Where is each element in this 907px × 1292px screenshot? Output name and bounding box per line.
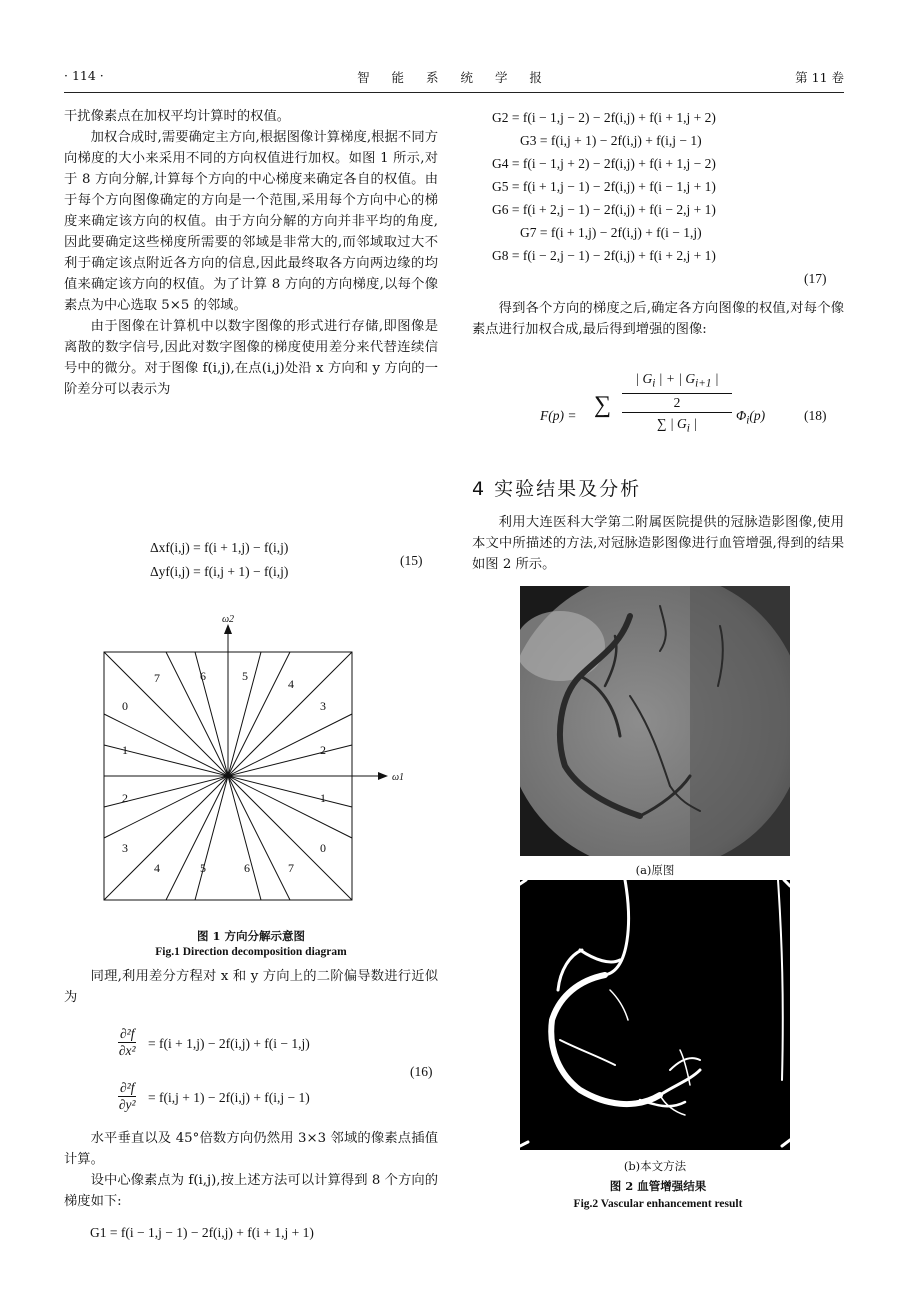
sector-label: 2 (122, 791, 128, 805)
equation-16a: = f(i + 1,j) − 2f(i,j) + f(i − 1,j) (148, 1036, 310, 1051)
paragraph: 设中心像素点为 f(i,j),按上述方法可以计算得到 8 个方向的梯度如下: (64, 1173, 438, 1209)
paragraph: 由于图像在计算机中以数字图像的形式进行存储,即图像是离散的数字信号,因此对数字图像的梯度使用差分来代替连续信号中的微分。对于图像 f(i,j),在点(i,j)处沿 x 方向和 y 方向的一阶差分可以表示为 (64, 319, 438, 397)
sector-label: 1 (320, 791, 326, 805)
d2f-dy2-fraction: ∂²f ∂y² (118, 1080, 136, 1112)
equation-g1: G1 = f(i − 1,j − 1) − 2f(i,j) + f(i + 1,j + 1) (90, 1225, 314, 1240)
paragraph: 加权合成时,需要确定主方向,根据图像计算梯度,根据不同方向梯度的大小来采用不同的方向权值进行加权。如图 1 所示,对于 8 方向分解,计算每个方向的中心梯度来确定各自的权值。由于每个方向图像确定的方向是一个范围,采用每个方向中心的梯度来确定该方向的权值。由于方向分解的方向并非平均的角度,因此要确定这些梯度所需要的邻域是非常大的,而邻域取过大不利于确定该点附近各方向的信息,因此最终取各方向两边缘的均值来确定该方向的权值。为了计算 8 方向的方向梯度,以每个像素点为中心选取 5×5 的邻域。 (64, 130, 438, 313)
sector-label: 6 (244, 861, 250, 875)
angiogram-original-image (520, 586, 790, 856)
figure-2-caption-en: Fig.2 Vascular enhancement result (573, 1198, 743, 1210)
sector-label: 1 (122, 743, 128, 757)
paragraph: 水平垂直以及 45°倍数方向仍然用 3×3 邻域的像素点插值计算。 (64, 1131, 438, 1167)
paragraph: 干扰像素点在加权平均计算时的权值。 (64, 109, 291, 124)
equation-g8: G8 = f(i − 2,j − 1) − 2f(i,j) + f(i + 2,j + 1) (492, 248, 716, 263)
sector-label: 4 (288, 677, 294, 691)
equation-g4: G4 = f(i − 1,j + 2) − 2f(i,j) + f(i + 1,j − 2) (492, 156, 716, 171)
sector-label: 2 (320, 743, 326, 757)
equation-g5: G5 = f(i + 1,j − 1) − 2f(i,j) + f(i − 1,j + 1) (492, 179, 716, 194)
equation-18-lhs: F(p) = (540, 408, 577, 423)
volume-label: 第 11 卷 (795, 70, 844, 85)
direction-decomposition-diagram (80, 612, 420, 912)
paragraph: 得到各个方向的梯度之后,确定各方向图像的权值,对每个像素点进行加权合成,最后得到增强的图像: (472, 301, 844, 337)
equation-18-fraction: | $G_i$ | + | $G_{i+1}$ | 2 ∑ | $G_i$ | (622, 370, 732, 439)
sector-label: 3 (320, 699, 326, 713)
equation-18-phi: $\Phi_i(p)$ (736, 408, 766, 427)
sector-label: 6 (200, 669, 206, 683)
page-header (64, 68, 844, 90)
equation-15b: Δyf(i,j) = f(i,j + 1) − f(i,j) (150, 564, 289, 579)
equation-g3: G3 = f(i,j + 1) − 2f(i,j) + f(i,j − 1) (520, 133, 702, 148)
equation-number: (16) (410, 1064, 433, 1079)
left-column-bottom (64, 1128, 438, 1212)
equation-number: (18) (804, 408, 827, 423)
figure-2b-caption: (b)本文方法 (623, 1159, 687, 1173)
header-rule (64, 92, 844, 93)
sector-label: 0 (320, 841, 326, 855)
sector-label: 7 (154, 671, 160, 685)
equation-number: (15) (400, 553, 423, 568)
sector-label: 7 (288, 861, 294, 875)
right-column-p2 (472, 512, 844, 575)
axis-label-omega1: ω1 (392, 772, 405, 783)
paragraph: 利用大连医科大学第二附属医院提供的冠脉造影图像,使用本文中所描述的方法,对冠脉造影图像进行血管增强,得到的结果如图 2 所示。 (472, 515, 844, 572)
d2f-dx2-fraction: ∂²f ∂x² (118, 1026, 136, 1058)
equation-16b: = f(i,j + 1) − 2f(i,j) + f(i,j − 1) (148, 1090, 310, 1105)
equation-g7: G7 = f(i + 1,j) − 2f(i,j) + f(i − 1,j) (520, 225, 702, 240)
equation-15a: Δxf(i,j) = f(i + 1,j) − f(i,j) (150, 540, 289, 555)
axis-label-omega2: ω2 (222, 614, 235, 625)
figure-1-caption-en: Fig.1 Direction decomposition diagram (155, 946, 347, 958)
left-column-mid (64, 966, 438, 1008)
sector-label: 5 (200, 861, 206, 875)
sector-label: 4 (154, 861, 160, 875)
section-heading: 4 实验结果及分析 (472, 478, 642, 500)
equation-g2: G2 = f(i − 1,j − 2) − 2f(i,j) + f(i + 1,j + 2) (492, 110, 716, 125)
equation-number: (17) (804, 271, 827, 286)
figure-1-caption-cn: 图 1 方向分解示意图 (196, 929, 305, 943)
paragraph: 同理,利用差分方程对 x 和 y 方向上的二阶偏导数进行近似为 (64, 969, 438, 1005)
sum-symbol: ∑ (594, 392, 612, 418)
figure-2-caption-cn: 图 2 血管增强结果 (609, 1179, 707, 1193)
sector-label: 5 (242, 669, 248, 683)
journal-name: 智 能 系 统 学 报 (357, 70, 551, 85)
equation-g6: G6 = f(i + 2,j − 1) − 2f(i,j) + f(i − 2,j + 1) (492, 202, 716, 217)
left-column-top (64, 106, 438, 400)
sector-label: 3 (122, 841, 128, 855)
sector-label: 0 (122, 699, 128, 713)
vessel-enhanced-image (520, 880, 790, 1150)
right-column-p1 (472, 298, 844, 340)
page-number: · 114 · (64, 68, 104, 83)
figure-2a-caption: (a)原图 (635, 863, 675, 877)
